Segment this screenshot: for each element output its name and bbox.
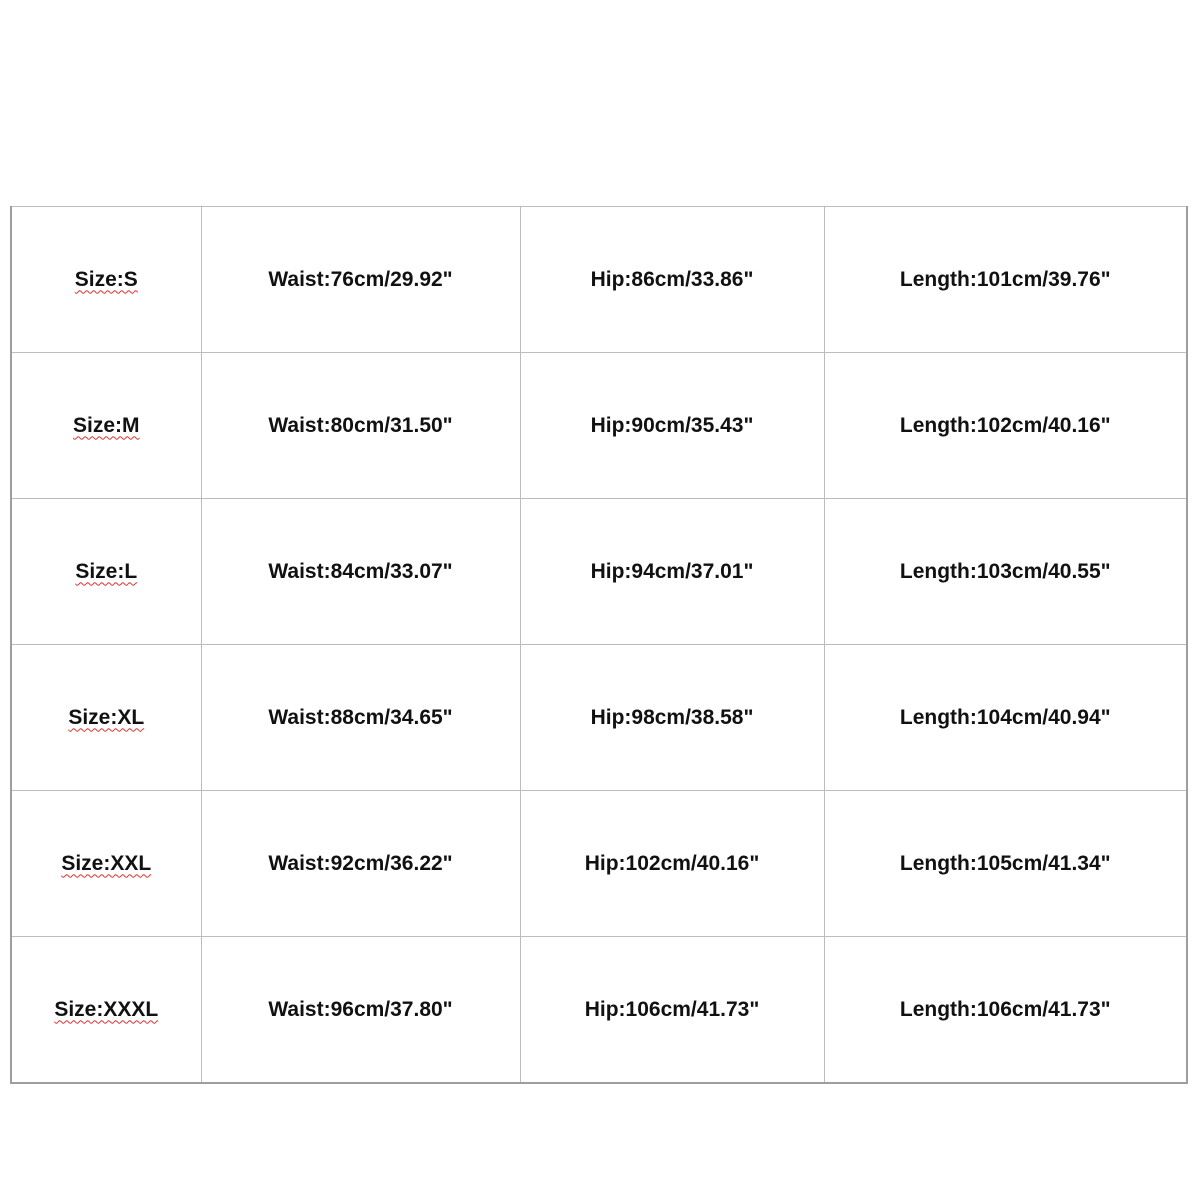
hip-cell: Hip:98cm/38.58" — [520, 645, 824, 791]
waist-cell: Waist:84cm/33.07" — [201, 499, 520, 645]
hip-cell: Hip:86cm/33.86" — [520, 207, 824, 353]
size-label: Size:L — [75, 559, 138, 583]
table-row — [11, 353, 1187, 499]
size-label: Size:XL — [68, 705, 145, 729]
table-row — [11, 499, 1187, 645]
size-label: Size:XXXL — [54, 997, 159, 1021]
size-cell — [11, 645, 201, 791]
hip-cell: Hip:90cm/35.43" — [520, 353, 824, 499]
waist-cell: Waist:92cm/36.22" — [201, 791, 520, 937]
table-row — [11, 937, 1187, 1084]
length-cell: Length:106cm/41.73" — [824, 937, 1187, 1084]
size-cell — [11, 499, 201, 645]
size-label: Size:XXL — [61, 851, 152, 875]
waist-cell: Waist:88cm/34.65" — [201, 645, 520, 791]
waist-cell: Waist:96cm/37.80" — [201, 937, 520, 1084]
table-row — [11, 207, 1187, 353]
size-cell — [11, 353, 201, 499]
size-label: Size:S — [74, 267, 138, 291]
hip-cell: Hip:94cm/37.01" — [520, 499, 824, 645]
length-cell: Length:101cm/39.76" — [824, 207, 1187, 353]
size-chart-table — [10, 206, 1188, 1084]
table-row — [11, 791, 1187, 937]
waist-cell: Waist:80cm/31.50" — [201, 353, 520, 499]
table-row — [11, 645, 1187, 791]
length-cell: Length:105cm/41.34" — [824, 791, 1187, 937]
size-cell — [11, 207, 201, 353]
hip-cell: Hip:102cm/40.16" — [520, 791, 824, 937]
length-cell: Length:103cm/40.55" — [824, 499, 1187, 645]
size-cell — [11, 937, 201, 1084]
length-cell: Length:102cm/40.16" — [824, 353, 1187, 499]
hip-cell: Hip:106cm/41.73" — [520, 937, 824, 1084]
length-cell: Length:104cm/40.94" — [824, 645, 1187, 791]
size-label: Size:M — [72, 413, 140, 437]
waist-cell: Waist:76cm/29.92" — [201, 207, 520, 353]
size-cell — [11, 791, 201, 937]
